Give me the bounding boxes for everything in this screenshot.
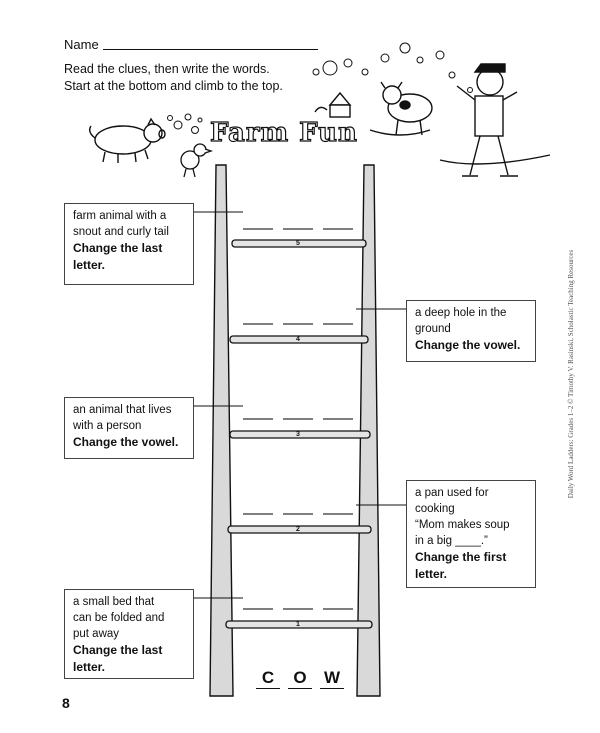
start-letter: C (261, 668, 275, 687)
clue-text: can be folded and (73, 612, 165, 624)
start-letter: O (293, 668, 307, 687)
start-word (252, 668, 348, 688)
clue-instruction: Change the vowel. (73, 435, 179, 449)
clue-text: ground (415, 323, 451, 335)
clue-instruction: Change the last (73, 241, 163, 255)
name-label: Name (64, 37, 99, 52)
clue-instruction: Change the vowel. (415, 338, 521, 352)
start-letter-underline (320, 688, 344, 689)
rung-number-2: 2 (296, 526, 300, 533)
clue-instruction: Change the first (415, 550, 507, 564)
clue-text: “Mom makes soup (415, 519, 510, 531)
clue-instruction: letter. (73, 258, 106, 272)
clue-text: put away (73, 628, 120, 640)
clue-text: cooking (415, 503, 455, 515)
rung-3 (230, 431, 370, 438)
clue-text: farm animal with a (73, 210, 167, 222)
start-letter-underline (256, 688, 280, 689)
clue-instruction: letter. (73, 660, 106, 674)
clue-text: a deep hole in the (415, 307, 507, 319)
clue-instruction: letter. (415, 567, 448, 581)
clue-box-4 (406, 300, 536, 362)
rung-number-4: 4 (296, 336, 300, 343)
clue-box-2 (406, 480, 536, 588)
page-number: 8 (62, 695, 70, 711)
chick-illustration (181, 144, 211, 177)
clue-box-5 (64, 203, 194, 285)
clue-text: an animal that lives (73, 404, 172, 416)
rung-number-5: 5 (296, 240, 300, 247)
start-letter: W (323, 668, 341, 687)
instruction-line-2: Start at the bottom and climb to the top. (64, 79, 283, 93)
rung-number-3: 3 (296, 431, 300, 438)
side-credit-text: Daily Word Ladders: Grades 1–2 © Timothy V. Rasinski, Scholastic Teaching Resources (567, 249, 575, 499)
clue-text: with a person (73, 420, 142, 432)
clue-text: snout and curly tail (73, 226, 169, 238)
rung-number-1: 1 (296, 621, 300, 628)
instruction-line-1: Read the clues, then write the words. (64, 62, 270, 76)
clue-text: a pan used for (415, 487, 489, 499)
pig-illustration (90, 119, 165, 163)
clue-instruction: Change the last (73, 643, 163, 657)
clue-box-3 (64, 397, 194, 459)
clue-text: in a big ____.” (415, 535, 488, 547)
clue-text: a small bed that (73, 596, 155, 608)
answer-lines (243, 229, 353, 609)
clue-box-1 (64, 589, 194, 679)
side-credit (566, 230, 578, 520)
page-title: Farm Fun (210, 118, 358, 148)
start-letter-underline (288, 688, 312, 689)
